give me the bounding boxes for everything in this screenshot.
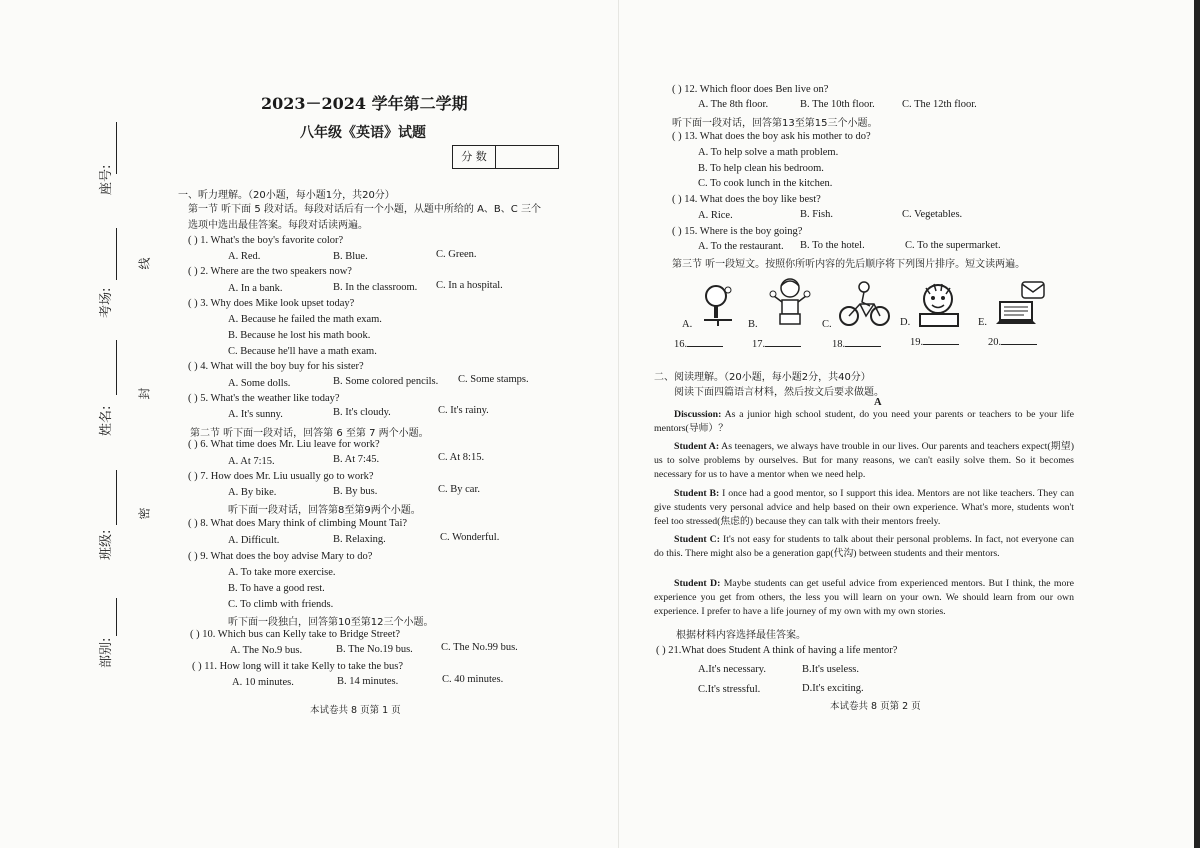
question-4: ( ) 4. What will the boy buy for his sister? — [188, 361, 364, 372]
q2-option-a: A. In a bank. — [228, 283, 283, 294]
q11-option-c: C. 40 minutes. — [442, 674, 504, 685]
student-d-text: Maybe students can get useful advice from experienced mentors. But I think, the more experience you get from others, the less you will learn on your own. We should learn from our own experience. I prefer to have a life journey of my own with my own stories. — [654, 578, 1074, 617]
page-fold — [618, 0, 619, 848]
page2-footer: 本试卷共 8 页第 2 页 — [830, 701, 921, 712]
q21-option-a: A.It's necessary. — [698, 664, 766, 675]
question-5: ( ) 5. What's the weather like today? — [188, 393, 340, 404]
q14-option-b: B. Fish. — [800, 209, 833, 220]
cycling-icon — [838, 280, 892, 328]
cooking-girl-icon — [768, 276, 812, 328]
q1-option-a: A. Red. — [228, 251, 261, 262]
exam-room-line — [116, 228, 117, 280]
seal-mark-feng: 封 — [137, 387, 152, 400]
q4-option-a: A. Some dolls. — [228, 378, 291, 389]
q2-option-c: C. In a hospital. — [436, 280, 503, 291]
q9-option-b: B. To have a good rest. — [228, 583, 325, 594]
q14-option-c: C. Vegetables. — [902, 209, 963, 220]
q11-option-a: A. 10 minutes. — [232, 677, 294, 688]
exam-room-label: 考场: — [99, 287, 114, 318]
boy-computer-icon — [912, 282, 966, 328]
q9-option-c: C. To climb with friends. — [228, 599, 334, 610]
section2-intro: 阅读下面四篇语言材料，然后按文后要求做题。 — [674, 387, 884, 398]
answer-16-label: 16. — [674, 339, 688, 350]
class-label: 班级: — [99, 529, 114, 560]
seat-line — [116, 122, 117, 174]
q15-option-c: C. To the supermarket. — [905, 240, 1001, 251]
question-11: ( ) 11. How long will it take Kelly to take the bus? — [192, 661, 404, 672]
q6-option-a: A. At 7:15. — [228, 456, 275, 467]
intro-13-15: 听下面一段对话，回答第13至第15三个小题。 — [672, 118, 878, 129]
q12-option-b: B. The 10th floor. — [800, 99, 875, 110]
question-6: ( ) 6. What time does Mr. Liu leave for work? — [188, 439, 380, 450]
answer-18 — [832, 336, 881, 352]
student-a-text: As teenagers, we always have trouble in our lives. Our parents and teachers expect(期望) us to solve problems by ourselves. But for many reasons, we can't easily solve them. So it becomes necessary for us to have a mentor when we need help. — [654, 441, 1074, 480]
ping-pong-icon — [700, 282, 736, 328]
answer-18-label: 18. — [832, 339, 846, 350]
student-d-label: Student D: — [674, 578, 721, 589]
student-c-text: It's not easy for students to talk about their personal problems. In fact, not everyone can do this. There might also be a generation gap(代沟) between students and their mentors. — [654, 534, 1074, 559]
passage-letter: A — [874, 397, 882, 408]
answer-17-label: 17. — [752, 339, 766, 350]
student-b-label: Student B: — [674, 488, 720, 499]
q4-option-b: B. Some colored pencils. — [333, 376, 439, 387]
pic-letter-c: C. — [822, 319, 832, 330]
q15-option-a: A. To the restaurant. — [698, 241, 784, 252]
q9-option-a: A. To take more exercise. — [228, 567, 336, 578]
question-13: ( ) 13. What does the boy ask his mother to do? — [672, 131, 871, 142]
part2-intro-c: 听下面一段独白，回答第10至第12三个小题。 — [228, 617, 434, 628]
answer-19 — [910, 334, 959, 350]
q11-option-b: B. 14 minutes. — [337, 676, 399, 687]
answer-16-blank[interactable] — [687, 336, 723, 347]
question-2: ( ) 2. Where are the two speakers now? — [188, 266, 352, 277]
score-label: 分 数 — [453, 146, 496, 168]
answer-18-blank[interactable] — [845, 336, 881, 347]
question-14: ( ) 14. What does the boy like best? — [672, 194, 821, 205]
scan-edge — [1194, 0, 1200, 848]
q12-option-a: A. The 8th floor. — [698, 99, 769, 110]
q8-option-b: B. Relaxing. — [333, 534, 386, 545]
question-9: ( ) 9. What does the boy advise Mary to do? — [188, 551, 373, 562]
student-b-paragraph — [654, 487, 1074, 529]
part2-intro-b: 听下面一段对话，回答第8至第9两个小题。 — [228, 505, 421, 516]
q21-option-d: D.It's exciting. — [802, 683, 864, 694]
student-a-label: Student A: — [674, 441, 720, 452]
part1-intro-1: 第一节 听下面 5 段对话。每段对话后有一个小题，从题中所给的 A、B、C 三个 — [188, 204, 541, 215]
name-label: 姓名: — [99, 405, 114, 436]
q3-option-b: B. Because he lost his math book. — [228, 330, 371, 341]
student-c-paragraph — [654, 533, 1074, 561]
pic-letter-d: D. — [900, 317, 911, 328]
answer-19-label: 19. — [910, 337, 924, 348]
q13-option-b: B. To help clean his bedroom. — [698, 163, 824, 174]
answer-17 — [752, 336, 801, 352]
answer-19-blank[interactable] — [923, 334, 959, 345]
question-1: ( ) 1. What's the boy's favorite color? — [188, 235, 344, 246]
q3-option-a: A. Because he failed the math exam. — [228, 314, 382, 325]
q7-option-c: C. By car. — [438, 484, 480, 495]
part3-intro: 第三节 听一段短文。按照你所听内容的先后顺序将下列图片排序。短文读两遍。 — [672, 259, 1026, 270]
class-line — [116, 470, 117, 525]
q10-option-b: B. The No.19 bus. — [336, 644, 413, 655]
q14-option-a: A. Rice. — [698, 210, 733, 221]
q7-option-b: B. By bus. — [333, 486, 378, 497]
q1-option-b: B. Blue. — [333, 251, 368, 262]
q6-option-b: B. At 7:45. — [333, 454, 380, 465]
q12-option-c: C. The 12th floor. — [902, 99, 977, 110]
exam-subtitle: 八年级《英语》试题 — [300, 125, 426, 141]
discussion-label: Discussion: — [674, 409, 722, 420]
department-label: 部别: — [99, 637, 114, 668]
answer-20 — [988, 334, 1037, 350]
question-21: ( ) 21.What does Student A think of having a life mentor? — [656, 645, 898, 656]
q5-option-a: A. It's sunny. — [228, 409, 283, 420]
q21-option-b: B.It's useless. — [802, 664, 860, 675]
q15-option-b: B. To the hotel. — [800, 240, 865, 251]
student-d-paragraph — [654, 577, 1074, 619]
pic-letter-a: A. — [682, 319, 693, 330]
email-laptop-icon — [994, 280, 1046, 328]
q13-option-c: C. To cook lunch in the kitchen. — [698, 178, 833, 189]
q5-option-b: B. It's cloudy. — [333, 407, 391, 418]
question-7: ( ) 7. How does Mr. Liu usually go to work? — [188, 471, 374, 482]
q10-option-a: A. The No.9 bus. — [230, 645, 303, 656]
pic-letter-b: B. — [748, 319, 758, 330]
q3-option-c: C. Because he'll have a math exam. — [228, 346, 377, 357]
student-a-paragraph — [654, 440, 1074, 482]
q8-option-c: C. Wonderful. — [440, 532, 500, 543]
score-box — [452, 145, 559, 169]
section2-heading: 二、阅读理解。（20小题，每小题2分，共40分） — [654, 372, 871, 383]
q8-option-a: A. Difficult. — [228, 535, 280, 546]
pic-letter-e: E. — [978, 317, 988, 328]
part2-intro: 第二节 听下面一段对话，回答第 6 至第 7 两个小题。 — [190, 428, 429, 439]
question-3: ( ) 3. Why does Mike look upset today? — [188, 298, 355, 309]
question-10: ( ) 10. Which bus can Kelly take to Bridge Street? — [190, 629, 401, 640]
answer-20-blank[interactable] — [1001, 334, 1037, 345]
seal-mark-xian: 线 — [137, 257, 152, 270]
q13-option-a: A. To help solve a math problem. — [698, 147, 839, 158]
page1-footer: 本试卷共 8 页第 1 页 — [310, 705, 401, 716]
q10-option-c: C. The No.99 bus. — [441, 642, 518, 653]
student-b-text: I once had a good mentor, so I support this idea. Mentors are not like teachers. They can give students very personal advice and help based on their own experience. What's more, students won't feel too stressed(焦虑的) because they can talk with their mentors freely. — [654, 488, 1074, 527]
q21-option-c: C.It's stressful. — [698, 684, 761, 695]
choose-intro: 根据材料内容选择最佳答案。 — [676, 630, 806, 641]
q1-option-c: C. Green. — [436, 249, 477, 260]
discussion-text: As a junior high school student, do you need your parents or teachers to be your life mentors(导师）？ — [654, 409, 1074, 434]
part1-intro-2: 选项中选出最佳答案。每段对话读两遍。 — [188, 220, 368, 231]
discussion-paragraph — [654, 408, 1074, 436]
q2-option-b: B. In the classroom. — [333, 282, 418, 293]
answer-20-label: 20. — [988, 337, 1002, 348]
q4-option-c: C. Some stamps. — [458, 374, 529, 385]
section1-heading: 一、听力理解。（20小题，每小题1分，共20分） — [178, 190, 395, 201]
department-line — [116, 598, 117, 636]
seat-label: 座号: — [99, 164, 114, 195]
student-c-label: Student C: — [674, 534, 720, 545]
q6-option-c: C. At 8:15. — [438, 452, 485, 463]
q5-option-c: C. It's rainy. — [438, 405, 489, 416]
question-8: ( ) 8. What does Mary think of climbing Mount Tai? — [188, 518, 408, 529]
name-line — [116, 340, 117, 395]
exam-title: 2023－2024 学年第二学期 — [261, 94, 468, 113]
seal-mark-mi: 密 — [137, 507, 152, 520]
answer-16 — [674, 336, 723, 352]
q7-option-a: A. By bike. — [228, 487, 277, 498]
answer-17-blank[interactable] — [765, 336, 801, 347]
question-15: ( ) 15. Where is the boy going? — [672, 226, 803, 237]
question-12: ( ) 12. Which floor does Ben live on? — [672, 84, 829, 95]
